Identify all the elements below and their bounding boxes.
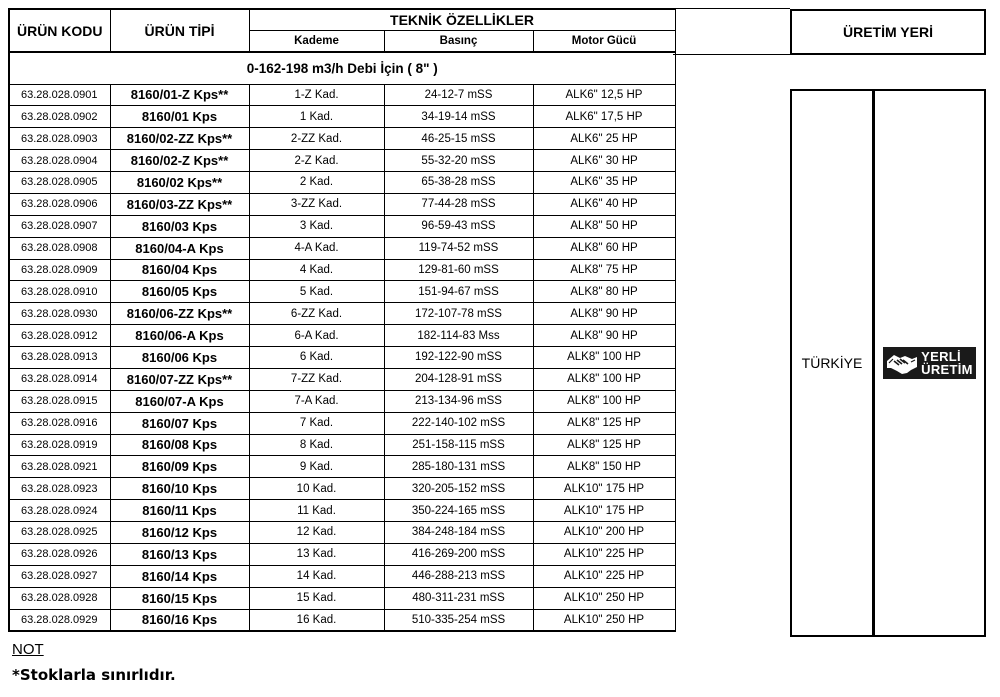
note-text: *Stoklarla sınırlıdır.	[12, 666, 176, 684]
product-type: 8160/14 Kps	[110, 565, 249, 587]
motor-value: ALK6" 17,5 HP	[533, 106, 675, 128]
product-type: 8160/02-Z Kps**	[110, 150, 249, 172]
kademe-value: 6-ZZ Kad.	[249, 303, 384, 325]
product-code: 63.28.028.0916	[9, 412, 110, 434]
table-row	[9, 368, 675, 390]
motor-value: ALK10" 175 HP	[533, 478, 675, 500]
kademe-value: 5 Kad.	[249, 281, 384, 303]
motor-value: ALK8" 100 HP	[533, 347, 675, 369]
product-code: 63.28.028.0925	[9, 522, 110, 544]
product-code: 63.28.028.0913	[9, 347, 110, 369]
kademe-value: 11 Kad.	[249, 500, 384, 522]
kademe-value: 6 Kad.	[249, 347, 384, 369]
basinc-value: 24-12-7 mSS	[384, 84, 533, 106]
basinc-value: 192-122-90 mSS	[384, 347, 533, 369]
basinc-value: 34-19-14 mSS	[384, 106, 533, 128]
table-row	[9, 434, 675, 456]
basinc-value: 416-269-200 mSS	[384, 543, 533, 565]
kademe-value: 1-Z Kad.	[249, 84, 384, 106]
table-row	[9, 215, 675, 237]
motor-value: ALK6" 40 HP	[533, 193, 675, 215]
kademe-value: 14 Kad.	[249, 565, 384, 587]
product-type: 8160/10 Kps	[110, 478, 249, 500]
table-row	[9, 193, 675, 215]
table-row	[9, 259, 675, 281]
product-code: 63.28.028.0912	[9, 325, 110, 347]
basinc-value: 182-114-83 Mss	[384, 325, 533, 347]
motor-value: ALK8" 125 HP	[533, 434, 675, 456]
kademe-value: 7-A Kad.	[249, 390, 384, 412]
basinc-value: 46-25-15 mSS	[384, 128, 533, 150]
kademe-value: 8 Kad.	[249, 434, 384, 456]
product-code: 63.28.028.0906	[9, 193, 110, 215]
product-type: 8160/06-A Kps	[110, 325, 249, 347]
handshake-icon	[885, 349, 919, 377]
product-code: 63.28.028.0926	[9, 543, 110, 565]
product-code: 63.28.028.0910	[9, 281, 110, 303]
product-code: 63.28.028.0907	[9, 215, 110, 237]
product-type: 8160/02 Kps**	[110, 172, 249, 194]
motor-value: ALK8" 100 HP	[533, 368, 675, 390]
product-type: 8160/06 Kps	[110, 347, 249, 369]
basinc-value: 222-140-102 mSS	[384, 412, 533, 434]
product-code: 63.28.028.0903	[9, 128, 110, 150]
kademe-value: 4-A Kad.	[249, 237, 384, 259]
table-row	[9, 543, 675, 565]
kademe-value: 12 Kad.	[249, 522, 384, 544]
product-type: 8160/07 Kps	[110, 412, 249, 434]
product-type: 8160/07-A Kps	[110, 390, 249, 412]
basinc-value: 55-32-20 mSS	[384, 150, 533, 172]
product-type: 8160/01-Z Kps**	[110, 84, 249, 106]
table-row	[9, 172, 675, 194]
product-type: 8160/07-ZZ Kps**	[110, 368, 249, 390]
product-code: 63.28.028.0928	[9, 587, 110, 609]
motor-value: ALK10" 200 HP	[533, 522, 675, 544]
kademe-value: 10 Kad.	[249, 478, 384, 500]
basinc-value: 510-335-254 mSS	[384, 609, 533, 631]
debi-title: 0-162-198 m3/h Debi İçin ( 8" )	[9, 52, 675, 84]
kademe-value: 6-A Kad.	[249, 325, 384, 347]
product-code: 63.28.028.0904	[9, 150, 110, 172]
table-row	[9, 303, 675, 325]
basinc-value: 77-44-28 mSS	[384, 193, 533, 215]
table-row	[9, 478, 675, 500]
header-spacer	[673, 8, 790, 55]
product-code: 63.28.028.0915	[9, 390, 110, 412]
note-title: NOT	[12, 641, 44, 658]
yerli-uretim-logo	[883, 347, 976, 379]
product-type: 8160/16 Kps	[110, 609, 249, 631]
table-body	[9, 84, 675, 631]
header-motor-gucu: Motor Gücü	[533, 30, 675, 52]
kademe-value: 3 Kad.	[249, 215, 384, 237]
basinc-value: 320-205-152 mSS	[384, 478, 533, 500]
header-uretim-yeri: ÜRETİM YERİ	[790, 9, 986, 55]
table-row	[9, 456, 675, 478]
header-basinc: Basınç	[384, 30, 533, 52]
kademe-value: 3-ZZ Kad.	[249, 193, 384, 215]
product-type: 8160/04 Kps	[110, 259, 249, 281]
motor-value: ALK8" 50 HP	[533, 215, 675, 237]
table-row	[9, 390, 675, 412]
product-type: 8160/12 Kps	[110, 522, 249, 544]
kademe-value: 7 Kad.	[249, 412, 384, 434]
header-urun-tipi: ÜRÜN TİPİ	[110, 9, 249, 52]
motor-value: ALK8" 150 HP	[533, 456, 675, 478]
production-country: TÜRKİYE	[790, 89, 874, 637]
basinc-value: 285-180-131 mSS	[384, 456, 533, 478]
basinc-value: 96-59-43 mSS	[384, 215, 533, 237]
product-type: 8160/08 Kps	[110, 434, 249, 456]
product-code: 63.28.028.0905	[9, 172, 110, 194]
table-row	[9, 106, 675, 128]
kademe-value: 7-ZZ Kad.	[249, 368, 384, 390]
basinc-value: 480-311-231 mSS	[384, 587, 533, 609]
product-type: 8160/09 Kps	[110, 456, 249, 478]
product-type: 8160/04-A Kps	[110, 237, 249, 259]
product-type: 8160/13 Kps	[110, 543, 249, 565]
product-code: 63.28.028.0901	[9, 84, 110, 106]
table-row	[9, 84, 675, 106]
table-row	[9, 500, 675, 522]
product-type: 8160/11 Kps	[110, 500, 249, 522]
product-code: 63.28.028.0921	[9, 456, 110, 478]
table-row	[9, 565, 675, 587]
basinc-value: 213-134-96 mSS	[384, 390, 533, 412]
product-type: 8160/05 Kps	[110, 281, 249, 303]
product-type: 8160/15 Kps	[110, 587, 249, 609]
pump-spec-table	[8, 8, 676, 632]
table-row	[9, 128, 675, 150]
motor-value: ALK10" 250 HP	[533, 587, 675, 609]
product-type: 8160/06-ZZ Kps**	[110, 303, 249, 325]
logo-line-yerli: YERLİ	[921, 349, 961, 364]
table-row	[9, 609, 675, 631]
basinc-value: 384-248-184 mSS	[384, 522, 533, 544]
motor-value: ALK8" 125 HP	[533, 412, 675, 434]
table-row	[9, 237, 675, 259]
kademe-value: 4 Kad.	[249, 259, 384, 281]
table-row	[9, 325, 675, 347]
product-code: 63.28.028.0914	[9, 368, 110, 390]
yerli-uretim-badge	[873, 89, 986, 637]
kademe-value: 16 Kad.	[249, 609, 384, 631]
motor-value: ALK8" 100 HP	[533, 390, 675, 412]
basinc-value: 350-224-165 mSS	[384, 500, 533, 522]
product-code: 63.28.028.0909	[9, 259, 110, 281]
product-code: 63.28.028.0924	[9, 500, 110, 522]
basinc-value: 446-288-213 mSS	[384, 565, 533, 587]
product-code: 63.28.028.0930	[9, 303, 110, 325]
product-code: 63.28.028.0902	[9, 106, 110, 128]
basinc-value: 251-158-115 mSS	[384, 434, 533, 456]
kademe-value: 15 Kad.	[249, 587, 384, 609]
motor-value: ALK10" 225 HP	[533, 565, 675, 587]
motor-value: ALK6" 35 HP	[533, 172, 675, 194]
motor-value: ALK8" 80 HP	[533, 281, 675, 303]
motor-value: ALK6" 12,5 HP	[533, 84, 675, 106]
motor-value: ALK10" 250 HP	[533, 609, 675, 631]
table-row	[9, 587, 675, 609]
kademe-value: 1 Kad.	[249, 106, 384, 128]
motor-value: ALK8" 90 HP	[533, 325, 675, 347]
motor-value: ALK10" 175 HP	[533, 500, 675, 522]
product-code: 63.28.028.0908	[9, 237, 110, 259]
table-row	[9, 347, 675, 369]
motor-value: ALK6" 25 HP	[533, 128, 675, 150]
table-row	[9, 412, 675, 434]
basinc-value: 172-107-78 mSS	[384, 303, 533, 325]
logo-line-uretim: ÜRETİM	[921, 362, 973, 377]
product-code: 63.28.028.0923	[9, 478, 110, 500]
motor-value: ALK10" 225 HP	[533, 543, 675, 565]
header-kademe: Kademe	[249, 30, 384, 52]
basinc-value: 204-128-91 mSS	[384, 368, 533, 390]
product-code: 63.28.028.0929	[9, 609, 110, 631]
product-code: 63.28.028.0919	[9, 434, 110, 456]
product-type: 8160/03 Kps	[110, 215, 249, 237]
basinc-value: 129-81-60 mSS	[384, 259, 533, 281]
kademe-value: 2-Z Kad.	[249, 150, 384, 172]
table-row	[9, 522, 675, 544]
kademe-value: 2 Kad.	[249, 172, 384, 194]
kademe-value: 9 Kad.	[249, 456, 384, 478]
motor-value: ALK6" 30 HP	[533, 150, 675, 172]
motor-value: ALK8" 90 HP	[533, 303, 675, 325]
basinc-value: 119-74-52 mSS	[384, 237, 533, 259]
product-type: 8160/02-ZZ Kps**	[110, 128, 249, 150]
kademe-value: 13 Kad.	[249, 543, 384, 565]
header-teknik-ozellikler: TEKNİK ÖZELLİKLER	[249, 9, 675, 30]
motor-value: ALK8" 75 HP	[533, 259, 675, 281]
kademe-value: 2-ZZ Kad.	[249, 128, 384, 150]
basinc-value: 151-94-67 mSS	[384, 281, 533, 303]
product-type: 8160/01 Kps	[110, 106, 249, 128]
basinc-value: 65-38-28 mSS	[384, 172, 533, 194]
table-row	[9, 150, 675, 172]
table-row	[9, 281, 675, 303]
product-type: 8160/03-ZZ Kps**	[110, 193, 249, 215]
product-code: 63.28.028.0927	[9, 565, 110, 587]
header-urun-kodu: ÜRÜN KODU	[9, 9, 110, 52]
motor-value: ALK8" 60 HP	[533, 237, 675, 259]
